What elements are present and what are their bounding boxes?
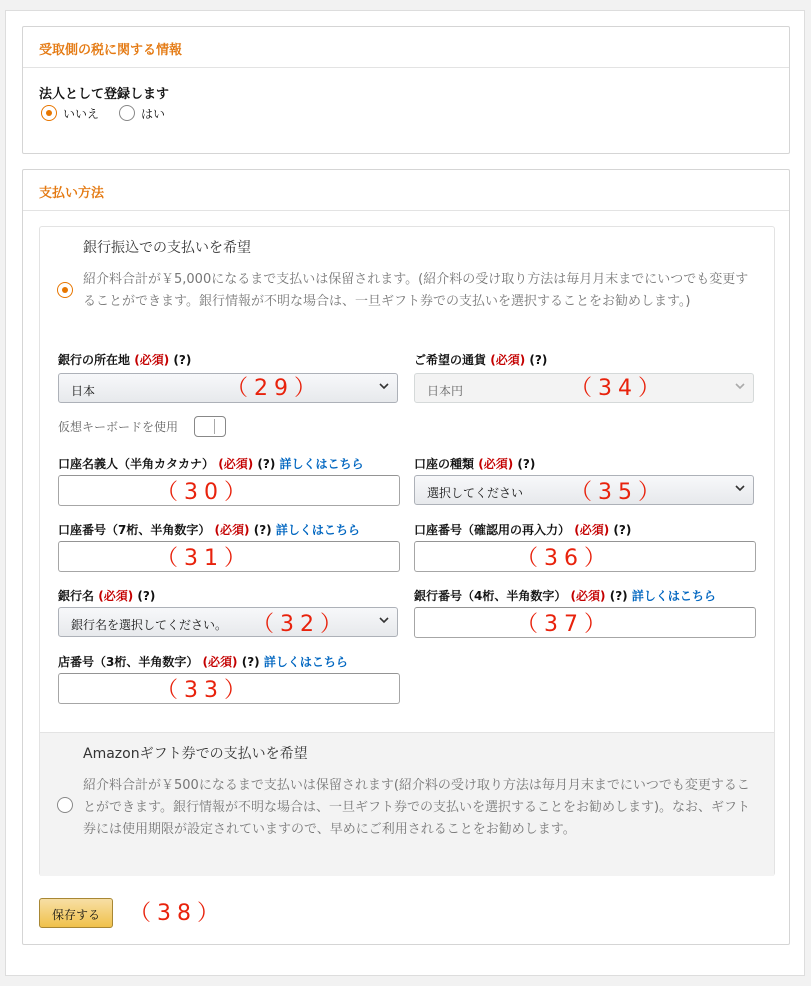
annotation-32: （32） [252, 612, 348, 637]
account-number-confirm-label [414, 521, 631, 538]
learn-more-link[interactable]: 詳しくはこちら [275, 523, 360, 537]
annotation-29: （29） [226, 376, 322, 401]
help-icon[interactable]: (?) [613, 523, 632, 537]
radio-yes-label: はい [141, 107, 166, 121]
annotation-35: （35） [570, 480, 666, 505]
bank-location-value: 日本 [71, 384, 96, 398]
currency-label [414, 351, 547, 368]
annotation-37: （37） [516, 612, 612, 637]
tax-section-title: 受取側の税に関する情報 [23, 27, 789, 68]
help-icon[interactable]: (?) [241, 655, 260, 669]
required-mark: (必須) [134, 353, 170, 367]
branch-code-label [58, 653, 348, 670]
gift-card-description: 紹介料合計が￥500になるまで支払いは保留されます(紹介料の受け取り方法は毎月月末までにいつでも変更することができます。銀行情報が不明な場合は、一旦ギフト券での支払いを選択することをお勧めします)。なお、ギフト券には使用期限が設定されていますので、早めにご利用されることをお勧めします。 [83, 778, 751, 837]
gift-card-box [40, 732, 774, 876]
required-mark: (必須) [570, 589, 606, 603]
bank-code-label [414, 587, 716, 604]
bank-name-label-text: 銀行名 [58, 589, 95, 603]
tax-info-section [22, 26, 790, 154]
bank-transfer-description: 紹介料合計が￥5,000になるまで支払いは保留されます。(紹介料の受け取り方法は毎月月末までにいつでも変更することができます。銀行情報が不明な場合は、一旦ギフト券での支払いを選択することをお勧めします。) [83, 272, 749, 309]
gift-card-radio[interactable] [57, 797, 73, 813]
bank-name-value: 銀行名を選択してください。 [71, 618, 228, 632]
chevron-down-icon [735, 483, 745, 493]
account-type-label-text: 口座の種類 [414, 457, 475, 471]
required-mark: (必須) [218, 457, 254, 471]
branch-code-label-text: 店番号（3桁、半角数字） [58, 655, 199, 669]
bank-name-label [58, 587, 155, 604]
currency-value: 日本円 [427, 384, 464, 398]
chevron-down-icon [379, 381, 389, 391]
account-number-label-text: 口座番号（7桁、半角数字） [58, 523, 211, 537]
help-icon[interactable]: (?) [609, 589, 628, 603]
bank-location-label-text: 銀行の所在地 [58, 353, 131, 367]
bank-transfer-title: 銀行振込での支払いを希望 [83, 240, 251, 256]
bank-location-label [58, 351, 191, 368]
page-container [5, 10, 805, 976]
help-icon[interactable]: (?) [257, 457, 276, 471]
annotation-36: （36） [516, 546, 612, 571]
annotation-34: （34） [570, 376, 666, 401]
help-icon[interactable]: (?) [253, 523, 272, 537]
annotation-30: （30） [156, 480, 252, 505]
chevron-down-icon [735, 381, 745, 391]
learn-more-link[interactable]: 詳しくはこちら [263, 655, 348, 669]
required-mark: (必須) [214, 523, 250, 537]
save-button[interactable]: 保存する [39, 898, 113, 928]
learn-more-link[interactable]: 詳しくはこちら [631, 589, 716, 603]
annotation-31: （31） [156, 546, 252, 571]
required-mark: (必須) [202, 655, 238, 669]
required-mark: (必須) [478, 457, 514, 471]
virtual-keyboard-toggle[interactable] [194, 416, 226, 437]
annotation-38: （38） [129, 901, 225, 926]
bank-code-label-text: 銀行番号（4桁、半角数字） [414, 589, 567, 603]
account-holder-label-text: 口座名義人（半角カタカナ） [58, 457, 215, 471]
payment-method-section [22, 169, 790, 945]
learn-more-link[interactable]: 詳しくはこちら [279, 457, 364, 471]
chevron-down-icon [379, 615, 389, 625]
help-icon[interactable]: (?) [517, 457, 536, 471]
virtual-keyboard-label: 仮想キーボードを使用 [58, 420, 179, 434]
bank-transfer-box [39, 226, 775, 876]
help-icon[interactable]: (?) [529, 353, 548, 367]
annotation-33: （33） [156, 678, 252, 703]
required-mark: (必須) [98, 589, 134, 603]
account-number-confirm-label-text: 口座番号（確認用の再入力） [414, 523, 571, 537]
payment-section-title: 支払い方法 [23, 170, 789, 211]
account-holder-label [58, 455, 364, 472]
help-icon[interactable]: (?) [137, 589, 156, 603]
help-icon[interactable]: (?) [173, 353, 192, 367]
radio-yes[interactable] [119, 105, 135, 121]
corporate-question: 法人として登録します [39, 87, 170, 102]
radio-no[interactable] [41, 105, 57, 121]
currency-label-text: ご希望の通貨 [414, 353, 487, 367]
account-type-label [414, 455, 535, 472]
required-mark: (必須) [490, 353, 526, 367]
required-mark: (必須) [574, 523, 610, 537]
account-number-label [58, 521, 360, 538]
bank-transfer-radio[interactable] [57, 282, 73, 298]
gift-card-title: Amazonギフト券での支払いを希望 [83, 746, 308, 762]
radio-no-label: いいえ [63, 107, 100, 121]
account-type-value: 選択してください [427, 486, 524, 500]
